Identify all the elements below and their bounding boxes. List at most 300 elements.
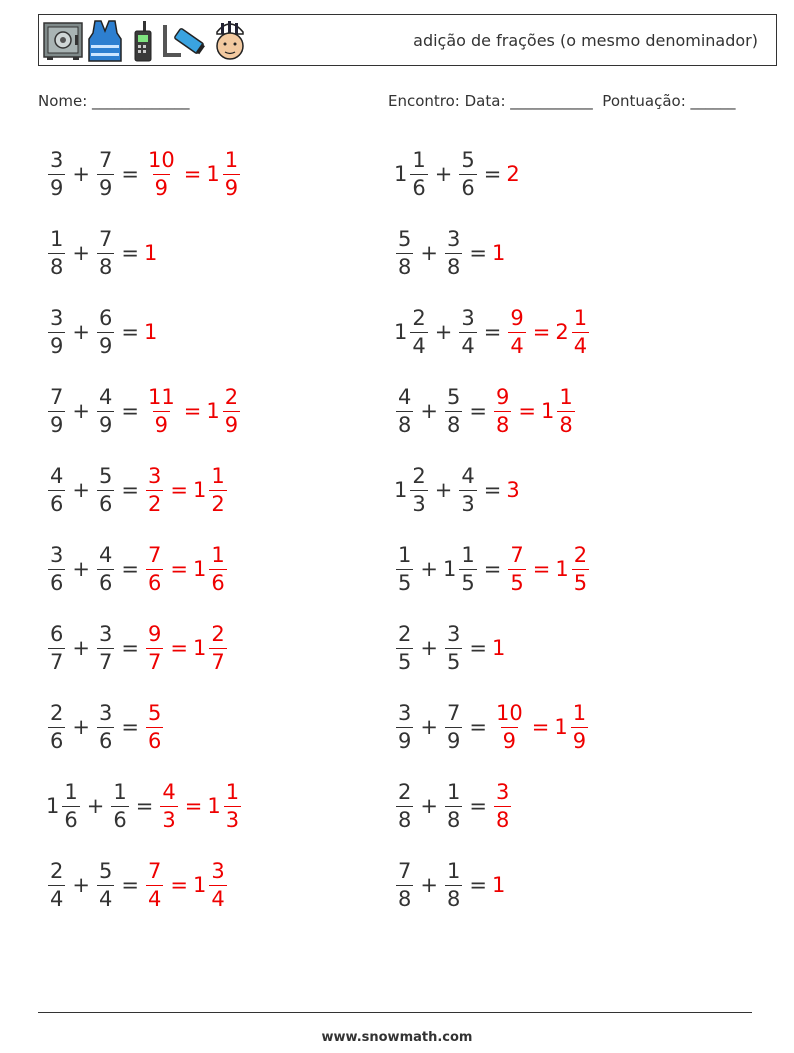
numerator: 4 xyxy=(50,463,64,488)
whole-number: 1 xyxy=(192,557,207,581)
denominator: 8 xyxy=(446,412,461,437)
fraction xyxy=(146,621,163,674)
fraction xyxy=(571,700,588,753)
answer xyxy=(492,700,527,753)
numerator: 3 xyxy=(211,858,225,883)
answer xyxy=(506,162,520,186)
numerator: 3 xyxy=(461,305,475,330)
answer xyxy=(144,858,165,911)
fraction xyxy=(160,779,177,832)
plus-sign: + xyxy=(72,320,90,344)
numerator: 1 xyxy=(412,147,426,172)
denominator: 5 xyxy=(510,570,524,595)
equals-sign: = xyxy=(483,478,502,502)
problem-item xyxy=(394,302,591,362)
fraction xyxy=(146,542,163,595)
fraction xyxy=(146,463,163,516)
addend-a xyxy=(46,384,67,437)
fraction xyxy=(223,147,240,200)
problem-item xyxy=(46,776,243,836)
fraction xyxy=(396,384,413,437)
whole-number: 1 xyxy=(394,478,408,502)
addend-a xyxy=(46,700,67,753)
fraction xyxy=(396,621,413,674)
equals-sign: = xyxy=(135,794,154,818)
denominator: 3 xyxy=(461,491,475,516)
problem-item xyxy=(394,381,577,441)
plus-sign: + xyxy=(434,162,453,186)
numerator: 1 xyxy=(64,779,78,804)
answer xyxy=(492,241,506,265)
numerator: 3 xyxy=(446,621,461,646)
denominator: 9 xyxy=(398,728,412,753)
denominator: 9 xyxy=(154,412,169,437)
denominator: 7 xyxy=(211,649,225,674)
fraction xyxy=(146,384,177,437)
plus-sign: + xyxy=(72,873,90,897)
addend-b xyxy=(95,226,116,279)
addend-b xyxy=(443,779,464,832)
plus-sign: + xyxy=(72,162,90,186)
addend-b xyxy=(95,700,116,753)
numerator: 3 xyxy=(98,700,113,725)
problem-item xyxy=(46,539,229,599)
answer xyxy=(192,621,229,674)
plus-sign: + xyxy=(420,636,438,660)
whole-number: 1 xyxy=(143,241,158,265)
denominator: 9 xyxy=(446,728,461,753)
addend-a xyxy=(394,779,415,832)
numerator: 1 xyxy=(572,700,587,725)
numerator: 3 xyxy=(50,542,64,567)
fraction xyxy=(97,542,114,595)
numerator: 2 xyxy=(412,463,426,488)
vest-icon xyxy=(87,19,123,63)
denominator: 6 xyxy=(412,175,426,200)
denominator: 8 xyxy=(446,807,461,832)
addend-b xyxy=(95,621,116,674)
numerator: 2 xyxy=(50,858,64,883)
answer xyxy=(144,621,165,674)
numerator: 3 xyxy=(98,621,113,646)
fraction xyxy=(146,700,163,753)
numerator: 1 xyxy=(211,463,225,488)
addend-a xyxy=(46,858,67,911)
answer xyxy=(492,873,506,897)
answer xyxy=(144,384,179,437)
answer xyxy=(144,463,165,516)
plus-sign: + xyxy=(434,478,453,502)
whole-number: 1 xyxy=(143,320,158,344)
answer xyxy=(207,779,243,832)
addend-a xyxy=(394,147,430,200)
numerator: 7 xyxy=(98,147,113,172)
equals-sign: = xyxy=(469,636,487,660)
fraction xyxy=(97,226,114,279)
numerator: 1 xyxy=(50,226,64,251)
denominator: 3 xyxy=(412,491,426,516)
numerator: 5 xyxy=(398,226,412,251)
equals-sign: = xyxy=(121,162,139,186)
numerator: 1 xyxy=(224,147,239,172)
equals-sign: = xyxy=(121,636,139,660)
addend-b xyxy=(457,305,478,358)
denominator: 4 xyxy=(573,333,588,358)
fraction xyxy=(494,384,511,437)
numerator: 5 xyxy=(461,147,475,172)
numerator: 2 xyxy=(398,621,412,646)
denominator: 6 xyxy=(98,728,113,753)
equals-sign: = xyxy=(170,873,188,897)
numerator: 3 xyxy=(147,463,162,488)
equals-sign: = xyxy=(469,241,487,265)
fraction xyxy=(410,305,427,358)
numerator: 9 xyxy=(510,305,524,330)
denominator: 8 xyxy=(398,886,412,911)
numerator: 1 xyxy=(446,858,461,883)
numerator: 1 xyxy=(559,384,573,409)
problem-item xyxy=(394,144,521,204)
addend-b xyxy=(95,463,116,516)
denominator: 9 xyxy=(98,333,113,358)
walkie-talkie-icon xyxy=(127,19,157,63)
denominator: 8 xyxy=(495,412,510,437)
answer xyxy=(192,542,229,595)
whole-number: 1 xyxy=(442,557,457,581)
numerator: 2 xyxy=(573,542,588,567)
fraction xyxy=(62,779,79,832)
whole-number: 1 xyxy=(491,636,506,660)
fraction xyxy=(396,542,413,595)
equals-sign: = xyxy=(469,794,487,818)
addend-a xyxy=(46,463,67,516)
fraction xyxy=(445,621,462,674)
numerator: 3 xyxy=(446,226,461,251)
numerator: 9 xyxy=(147,621,162,646)
equals-sign: = xyxy=(469,873,487,897)
addend-a xyxy=(394,542,415,595)
numerator: 7 xyxy=(147,858,162,883)
fraction xyxy=(97,621,114,674)
problem-item xyxy=(394,460,521,520)
addend-b xyxy=(95,384,116,437)
answer xyxy=(492,779,513,832)
addend-b xyxy=(95,147,116,200)
addend-a xyxy=(394,621,415,674)
problem-item xyxy=(46,855,229,915)
denominator: 6 xyxy=(50,491,64,516)
denominator: 6 xyxy=(211,570,225,595)
denominator: 8 xyxy=(446,886,461,911)
fraction xyxy=(494,700,525,753)
equals-sign: = xyxy=(121,399,139,423)
numerator: 10 xyxy=(147,147,175,172)
numerator: 1 xyxy=(211,542,225,567)
equals-sign: = xyxy=(483,320,502,344)
numerator: 7 xyxy=(147,542,162,567)
fraction xyxy=(209,858,226,911)
denominator: 8 xyxy=(446,254,461,279)
numerator: 2 xyxy=(398,779,412,804)
problem-item xyxy=(394,618,506,678)
problem-item xyxy=(46,697,165,757)
numerator: 2 xyxy=(211,621,225,646)
numerator: 4 xyxy=(98,542,113,567)
fraction xyxy=(410,463,427,516)
equals-sign: = xyxy=(121,320,139,344)
fraction xyxy=(459,147,476,200)
denominator: 3 xyxy=(225,807,240,832)
fraction xyxy=(97,463,114,516)
whole-number: 1 xyxy=(491,241,506,265)
addend-a xyxy=(46,305,67,358)
whole-number: 1 xyxy=(491,873,506,897)
numerator: 3 xyxy=(398,700,412,725)
answer xyxy=(555,305,591,358)
whole-number: 2 xyxy=(555,320,569,344)
fraction xyxy=(396,226,413,279)
equals-sign: = xyxy=(170,557,188,581)
denominator: 4 xyxy=(510,333,524,358)
numerator: 1 xyxy=(398,542,412,567)
fraction xyxy=(48,147,65,200)
fraction xyxy=(445,858,462,911)
fraction xyxy=(396,779,413,832)
equals-sign: = xyxy=(469,715,487,739)
denominator: 4 xyxy=(98,886,113,911)
answer xyxy=(492,636,506,660)
answer xyxy=(192,463,229,516)
problem-item xyxy=(394,539,591,599)
answer xyxy=(144,542,165,595)
equals-sign: = xyxy=(183,399,202,423)
fraction xyxy=(459,463,476,516)
denominator: 8 xyxy=(398,807,412,832)
denominator: 9 xyxy=(50,412,64,437)
fraction xyxy=(445,226,462,279)
denominator: 7 xyxy=(98,649,113,674)
numerator: 7 xyxy=(98,226,113,251)
whole-number: 1 xyxy=(554,715,568,739)
denominator: 9 xyxy=(50,175,64,200)
fraction xyxy=(48,463,65,516)
prisoner-icon xyxy=(211,18,249,64)
equals-sign: = xyxy=(184,794,203,818)
equals-sign: = xyxy=(121,715,139,739)
answer xyxy=(554,700,590,753)
numerator: 4 xyxy=(398,384,412,409)
plus-sign: + xyxy=(72,241,90,265)
addend-b xyxy=(95,858,116,911)
fraction xyxy=(445,779,462,832)
fraction xyxy=(48,542,65,595)
problem-item xyxy=(394,855,506,915)
numerator: 7 xyxy=(50,384,64,409)
denominator: 9 xyxy=(98,175,113,200)
addend-a xyxy=(394,226,415,279)
denominator: 5 xyxy=(398,570,412,595)
denominator: 7 xyxy=(50,649,64,674)
fraction xyxy=(445,384,462,437)
fraction xyxy=(146,147,177,200)
addend-a xyxy=(394,700,415,753)
denominator: 6 xyxy=(147,570,162,595)
fraction xyxy=(48,226,65,279)
fraction xyxy=(396,700,413,753)
numerator: 6 xyxy=(50,621,64,646)
footer-divider xyxy=(38,1012,752,1013)
numerator: 7 xyxy=(510,542,524,567)
whole-number: 1 xyxy=(540,399,555,423)
whole-number: 1 xyxy=(192,636,207,660)
equals-sign: = xyxy=(483,162,502,186)
whole-number: 1 xyxy=(206,399,220,423)
name-field-label: Nome: _____________ xyxy=(38,92,190,110)
numerator: 3 xyxy=(495,779,510,804)
equals-sign: = xyxy=(532,557,551,581)
numerator: 10 xyxy=(495,700,523,725)
numerator: 1 xyxy=(225,779,240,804)
equals-sign: = xyxy=(532,320,551,344)
numerator: 2 xyxy=(412,305,426,330)
fraction xyxy=(445,700,462,753)
denominator: 8 xyxy=(398,254,412,279)
whole-number: 1 xyxy=(555,557,569,581)
numerator: 2 xyxy=(50,700,64,725)
plus-sign: + xyxy=(86,794,105,818)
plus-sign: + xyxy=(420,241,438,265)
whole-number: 2 xyxy=(506,162,520,186)
numerator: 4 xyxy=(98,384,113,409)
equals-sign: = xyxy=(170,478,188,502)
numerator: 3 xyxy=(50,305,64,330)
addend-a xyxy=(46,542,67,595)
answer xyxy=(144,320,158,344)
numerator: 9 xyxy=(495,384,510,409)
denominator: 5 xyxy=(446,649,461,674)
answer xyxy=(506,542,527,595)
fraction xyxy=(97,858,114,911)
answer xyxy=(492,384,513,437)
problem-item xyxy=(46,618,229,678)
problem-item xyxy=(46,223,158,283)
date-score-label: Encontro: Data: ___________ Pontuação: ______ xyxy=(388,92,736,110)
fraction xyxy=(209,621,226,674)
denominator: 6 xyxy=(98,570,113,595)
equals-sign: = xyxy=(121,478,139,502)
addend-b xyxy=(442,542,479,595)
denominator: 6 xyxy=(461,175,475,200)
numerator: 5 xyxy=(98,858,113,883)
numerator: 6 xyxy=(98,305,113,330)
denominator: 7 xyxy=(147,649,162,674)
whole-number: 1 xyxy=(192,478,207,502)
problem-item xyxy=(46,460,229,520)
numerator: 3 xyxy=(50,147,64,172)
plus-sign: + xyxy=(72,399,90,423)
fraction xyxy=(410,147,427,200)
denominator: 9 xyxy=(224,412,239,437)
fraction xyxy=(48,384,65,437)
addend-b xyxy=(443,700,464,753)
whole-number: 1 xyxy=(192,873,207,897)
plus-sign: + xyxy=(72,478,90,502)
answer xyxy=(540,384,577,437)
plus-sign: + xyxy=(420,557,438,581)
addend-a xyxy=(46,621,67,674)
whole-number: 3 xyxy=(506,478,520,502)
safe-icon xyxy=(43,21,83,61)
fraction xyxy=(572,305,589,358)
fraction xyxy=(209,463,226,516)
equals-sign: = xyxy=(531,715,550,739)
numerator: 7 xyxy=(398,858,412,883)
denominator: 8 xyxy=(398,412,412,437)
denominator: 8 xyxy=(495,807,510,832)
numerator: 1 xyxy=(446,779,461,804)
addend-a xyxy=(394,384,415,437)
addend-a xyxy=(394,463,430,516)
addend-b xyxy=(443,226,464,279)
problem-item xyxy=(46,302,158,362)
addend-a xyxy=(46,147,67,200)
fraction xyxy=(48,305,65,358)
problem-item xyxy=(394,776,513,836)
header-box xyxy=(38,14,777,66)
fraction xyxy=(146,858,163,911)
denominator: 9 xyxy=(50,333,64,358)
denominator: 5 xyxy=(461,570,475,595)
answer xyxy=(192,858,229,911)
plus-sign: + xyxy=(420,873,438,897)
denominator: 6 xyxy=(147,728,162,753)
denominator: 2 xyxy=(147,491,162,516)
denominator: 9 xyxy=(572,728,587,753)
plus-sign: + xyxy=(434,320,453,344)
addend-b xyxy=(443,621,464,674)
denominator: 4 xyxy=(147,886,162,911)
denominator: 3 xyxy=(162,807,176,832)
denominator: 9 xyxy=(224,175,239,200)
addend-a xyxy=(394,305,430,358)
fraction xyxy=(97,384,114,437)
fraction xyxy=(494,779,511,832)
whole-number: 1 xyxy=(394,320,408,344)
whole-number: 1 xyxy=(206,162,220,186)
numerator: 7 xyxy=(446,700,461,725)
addend-a xyxy=(46,779,82,832)
numerator: 1 xyxy=(461,542,475,567)
numerator: 2 xyxy=(224,384,239,409)
addend-b xyxy=(457,147,478,200)
denominator: 6 xyxy=(113,807,127,832)
numerator: 5 xyxy=(446,384,461,409)
answer xyxy=(206,384,242,437)
fraction xyxy=(508,542,525,595)
denominator: 6 xyxy=(98,491,113,516)
denominator: 9 xyxy=(502,728,517,753)
fraction xyxy=(209,542,226,595)
whole-number: 1 xyxy=(207,794,221,818)
numerator: 11 xyxy=(147,384,175,409)
equals-sign: = xyxy=(469,399,487,423)
denominator: 8 xyxy=(559,412,573,437)
denominator: 2 xyxy=(211,491,225,516)
answer xyxy=(144,147,179,200)
addend-b xyxy=(443,858,464,911)
header-icons xyxy=(43,18,249,64)
fraction xyxy=(224,779,241,832)
